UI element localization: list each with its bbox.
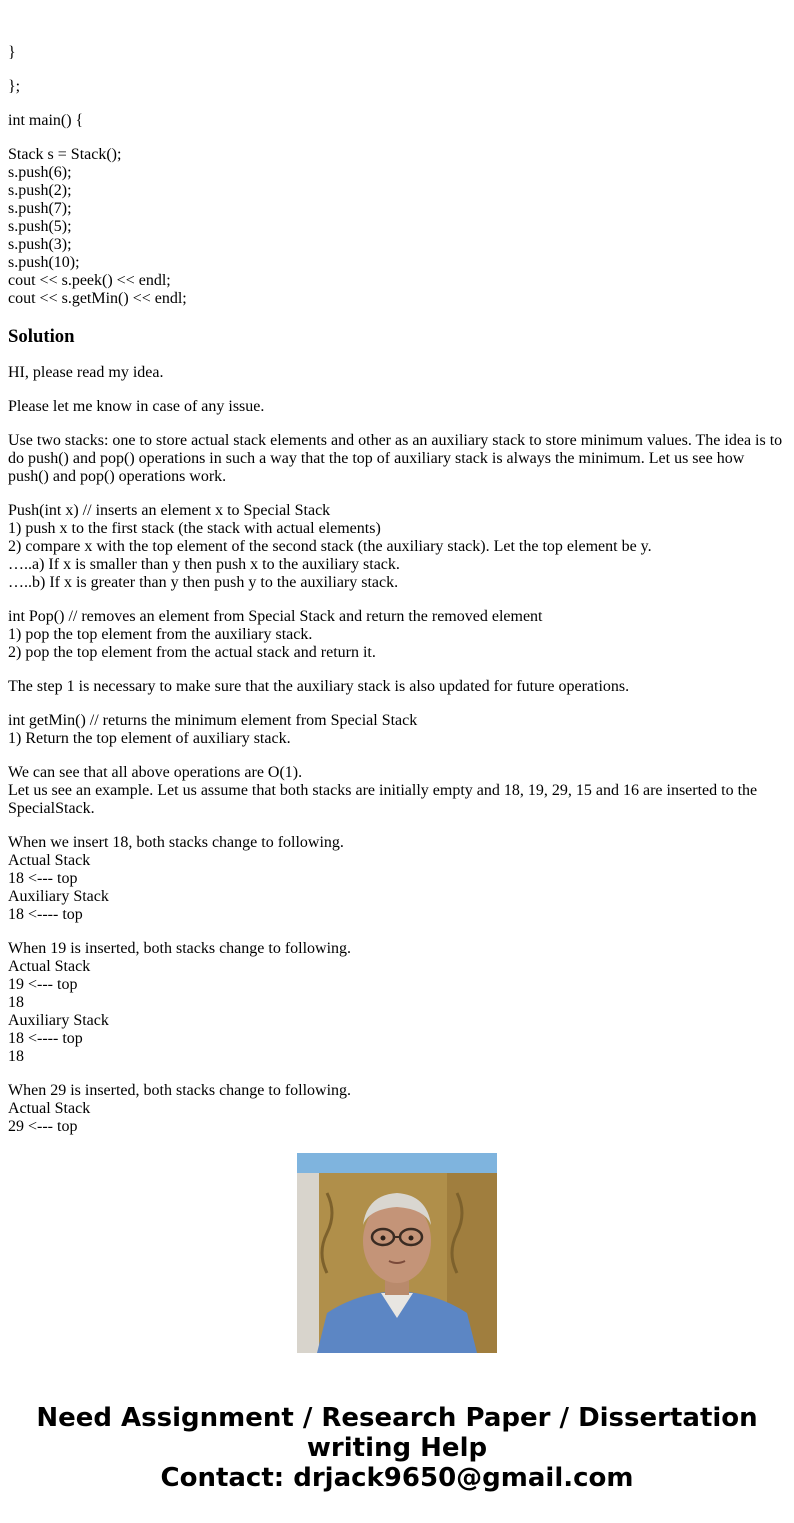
example-intro-line: Let us see an example. Let us assume that both stacks are initially empty and 18, 19, 29, 15 and 16 are inserted to the SpecialStack. bbox=[8, 782, 762, 817]
code-main-signature: int main() { bbox=[8, 112, 84, 129]
complexity-line: We can see that all above operations are O(1). bbox=[8, 764, 303, 781]
push-step-line: Push(int x) // inserts an element x to Special Stack bbox=[8, 502, 331, 519]
greeting-paragraph: HI, please read my idea. bbox=[8, 364, 164, 381]
code-line: s.push(3); bbox=[8, 236, 72, 253]
promo-banner bbox=[0, 1403, 794, 1493]
stack-line: When we insert 18, both stacks change to following. bbox=[8, 834, 344, 851]
stack-line: Actual Stack bbox=[8, 1100, 91, 1117]
stack-line: Auxiliary Stack bbox=[8, 888, 109, 905]
promo-contact-line: Contact: drjack9650@gmail.com bbox=[160, 1463, 634, 1493]
getmin-step-line: 1) Return the top element of auxiliary stack. bbox=[8, 730, 291, 747]
code-line: cout << s.peek() << endl; bbox=[8, 272, 171, 289]
stack-line: Actual Stack bbox=[8, 958, 91, 975]
code-class-end: }; bbox=[8, 78, 21, 95]
insert-29-block bbox=[8, 1082, 786, 1136]
avatar-illustration bbox=[297, 1153, 497, 1353]
insert-19-block bbox=[8, 940, 786, 1066]
insert-18-block bbox=[8, 834, 786, 924]
pop-step-line: 2) pop the top element from the actual stack and return it. bbox=[8, 644, 376, 661]
pop-steps bbox=[8, 608, 786, 662]
contact-note-paragraph: Please let me know in case of any issue. bbox=[8, 398, 265, 415]
code-line: s.push(5); bbox=[8, 218, 72, 235]
step-note-paragraph: The step 1 is necessary to make sure that the auxiliary stack is also updated for future operations. bbox=[8, 678, 630, 695]
getmin-step-line: int getMin() // returns the minimum element from Special Stack bbox=[8, 712, 418, 729]
example-paragraph bbox=[8, 764, 786, 818]
stack-line: 18 <---- top bbox=[8, 906, 83, 923]
stack-line: 18 bbox=[8, 994, 24, 1011]
push-step-line: 1) push x to the first stack (the stack with actual elements) bbox=[8, 520, 381, 537]
stack-line: 19 <--- top bbox=[8, 976, 78, 993]
stack-line: Actual Stack bbox=[8, 852, 91, 869]
pop-step-line: int Pop() // removes an element from Special Stack and return the removed element bbox=[8, 608, 543, 625]
code-main-body bbox=[8, 146, 786, 308]
code-line: s.push(10); bbox=[8, 254, 80, 271]
stack-line: 18 <---- top bbox=[8, 1030, 83, 1047]
document-body bbox=[8, 28, 786, 1135]
code-line: Stack s = Stack(); bbox=[8, 146, 122, 163]
person-photo-icon bbox=[297, 1153, 497, 1353]
code-line: s.push(7); bbox=[8, 200, 72, 217]
stack-line: 18 <--- top bbox=[8, 870, 78, 887]
push-steps bbox=[8, 502, 786, 592]
stack-line: Auxiliary Stack bbox=[8, 1012, 109, 1029]
push-step-line: …..a) If x is smaller than y then push x to the auxiliary stack. bbox=[8, 556, 400, 573]
code-line: cout << s.getMin() << endl; bbox=[8, 290, 187, 307]
stack-line: When 19 is inserted, both stacks change to following. bbox=[8, 940, 352, 957]
intro-paragraph: Use two stacks: one to store actual stack elements and other as an auxiliary stack to store minimum values. The idea is to do push() and pop() operations in such a way that the top of auxiliary stack is always the minimum. Let us see how push() and pop() operations work. bbox=[8, 432, 783, 485]
promo-line-2: writing Help bbox=[306, 1433, 488, 1463]
pop-step-line: 1) pop the top element from the auxiliary stack. bbox=[8, 626, 313, 643]
push-step-line: 2) compare x with the top element of the second stack (the auxiliary stack). Let the top element be y. bbox=[8, 538, 652, 555]
promo-line-1: Need Assignment / Research Paper / Dissertation bbox=[36, 1403, 758, 1433]
code-line: s.push(6); bbox=[8, 164, 72, 181]
stack-line: 18 bbox=[8, 1048, 24, 1065]
code-line: s.push(2); bbox=[8, 182, 72, 199]
solution-heading: Solution bbox=[8, 326, 75, 347]
getmin-steps bbox=[8, 712, 786, 748]
code-closing-brace: } bbox=[8, 44, 16, 61]
stack-line: When 29 is inserted, both stacks change to following. bbox=[8, 1082, 352, 1099]
stack-line: 29 <--- top bbox=[8, 1118, 78, 1135]
push-step-line: …..b) If x is greater than y then push y to the auxiliary stack. bbox=[8, 574, 399, 591]
